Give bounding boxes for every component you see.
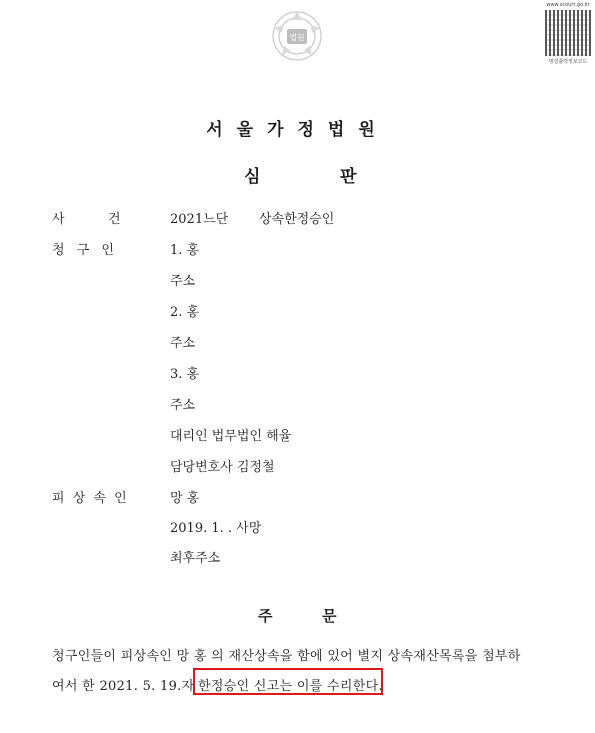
qr-caption: 명성출력정보코드 <box>548 59 588 65</box>
order-line-2-prefix: 여서 한 2021. 5. 19.자 <box>52 679 195 694</box>
claimant-label: 청 구 인 <box>52 243 118 258</box>
claimant-2-address: 주소 <box>170 336 196 351</box>
highlight-box <box>193 668 383 695</box>
claimant-3: 3. 홍 <box>170 367 200 382</box>
case-label-char1: 사 <box>52 212 65 227</box>
case-number: 2021느단 <box>170 212 229 227</box>
emblem-text: 법원 <box>289 33 305 42</box>
qr-code-icon <box>545 10 591 56</box>
order-line-2-highlight: 한정승인 신고는 이를 수리한다. <box>198 679 383 694</box>
deceased-label: 피 상 속 인 <box>52 491 129 506</box>
claimant-3-address: 주소 <box>170 398 196 413</box>
qr-url: www.scourt.go.kr <box>546 2 590 8</box>
deceased-last-address: 최후주소 <box>170 551 221 566</box>
court-emblem-icon <box>268 6 326 64</box>
agent-firm: 대리인 법무법인 해율 <box>170 429 292 444</box>
claimant-1-address: 주소 <box>170 274 196 289</box>
claimant-1: 1. 홍 <box>170 243 200 258</box>
order-title-part2: 문 <box>322 607 337 625</box>
deceased-date: 2019. 1. . 사망 <box>170 521 262 536</box>
claimant-2: 2. 홍 <box>170 305 200 320</box>
order-line-1: 청구인들이 피상속인 망 홍 의 재산상속을 함에 있어 별지 상속재산목록을 첨부하 <box>52 649 521 664</box>
doc-title-part2: 판 <box>340 167 357 187</box>
agent-lawyer: 담당변호사 김정철 <box>170 460 275 475</box>
doc-title-part1: 심 <box>244 167 261 187</box>
order-title-part1: 주 <box>258 607 273 625</box>
case-name: 상속한정승인 <box>259 212 335 227</box>
case-label-char2: 건 <box>108 212 121 227</box>
qr-code <box>543 2 593 66</box>
court-name: 서울가정법원 <box>206 120 389 140</box>
deceased-name: 망 홍 <box>170 491 200 506</box>
